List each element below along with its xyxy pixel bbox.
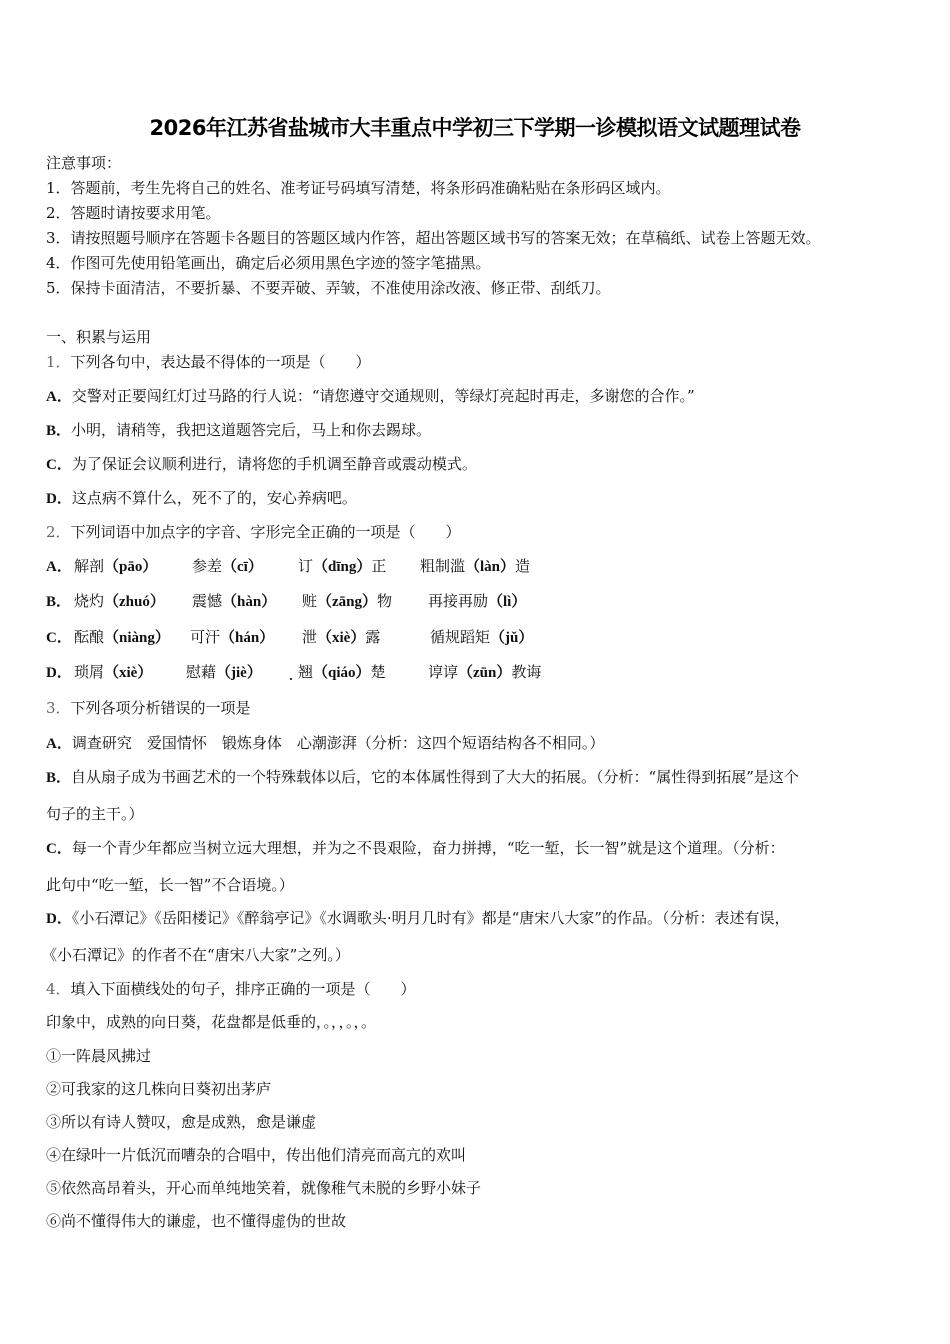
question-4-sentence-3: ③所以有诗人赞叹，愈是成熟，愈是谦虚: [46, 1113, 317, 1131]
word-item: 酝酿（niàng）: [74, 628, 170, 646]
option-label: D．: [46, 911, 72, 927]
question-1-stem: [46, 351, 371, 372]
emphasis-dot: [290, 678, 292, 680]
question-2-stem: [46, 521, 461, 542]
option-label: C．: [46, 457, 72, 473]
option-label: A．: [46, 389, 72, 405]
option-label: C．: [46, 630, 72, 646]
notice-heading: 注意事项：: [46, 154, 122, 172]
question-number: 4．: [46, 980, 71, 998]
word-item: 琐屑（xiè）: [74, 663, 153, 681]
question-3-option-c-cont: 此句中“吃一堑，长一智”不合语境。）: [46, 876, 294, 894]
question-text: 下列各句中，表达最不得体的一项是（ ）: [70, 353, 371, 371]
question-4-sentence-5: ⑤依然高昂着头，开心而单纯地笑着，就像稚气未脱的乡野小妹子: [46, 1179, 482, 1197]
option-text: 小明，请稍等，我把这道题答完后，马上和你去踢球。: [71, 421, 432, 439]
question-4-passage: 印象中，成熟的向日葵，花盘都是低垂的，。，，。，。: [46, 1013, 377, 1031]
question-4-sentence-6: ⑥尚不懂得伟大的谦虚，也不懂得虚伪的世故: [46, 1212, 347, 1230]
word-item: 解剖（pāo）: [74, 557, 158, 575]
question-3-option-b-cont: 句子的主干。）: [46, 805, 144, 823]
question-text: 下列词语中加点字的字音、字形完全正确的一项是（ ）: [70, 523, 461, 541]
option-label: D．: [46, 665, 72, 681]
option-label: C．: [46, 841, 72, 857]
option-label: B．: [46, 770, 72, 786]
option-label: A．: [46, 736, 72, 752]
word-item: 参差（cī）: [192, 557, 263, 575]
option-text: 这点病不算什么，死不了的，安心养病吧。: [71, 489, 357, 507]
notice-item-1: 1．答题前，考生先将自己的姓名、准考证号码填写清楚，将条形码准确粘贴在条形码区域内。: [46, 179, 671, 197]
question-1-option-b: [46, 419, 431, 440]
option-label: D．: [46, 491, 72, 507]
notice-item-2: 2．答题时请按要求用笔。: [46, 204, 221, 222]
question-2-option-d: [46, 661, 906, 683]
option-label: B．: [46, 594, 72, 610]
section-heading: 一、积累与运用: [46, 328, 152, 346]
question-3-option-b: [46, 766, 799, 787]
option-label: B．: [46, 423, 72, 439]
word-item: 泄（xiè）露: [302, 628, 381, 646]
option-text: 调查研究 爱国情怀 锻炼身体 心潮澎湃（分析：这四个短语结构各不相同。）: [71, 734, 605, 752]
question-1-option-a: [46, 385, 695, 406]
page-title: 2026年江苏省盐城市大丰重点中学初三下学期一诊模拟语文试题理试卷: [149, 116, 801, 140]
question-4-sentence-4: ④在绿叶一片低沉而嘈杂的合唱中，传出他们清亮而高亢的欢叫: [46, 1146, 467, 1164]
notice-item-3: 3．请按照题号顺序在答题卡各题目的答题区域内作答，超出答题区域书写的答案无效；在草稿纸、试卷上答题无效。: [46, 229, 821, 247]
notice-item-4: 4．作图可先使用铅笔画出，确定后必须用黑色字迹的签字笔描黑。: [46, 254, 491, 272]
word-item: 翘（qiáo）楚: [298, 663, 386, 681]
question-3-option-d-cont: 《小石潭记》的作者不在“唐宋八大家”之列。）: [42, 946, 350, 964]
word-item: 订（dīng）正: [298, 557, 387, 575]
question-3-option-d: [46, 907, 789, 928]
option-text: 自从扇子成为书画艺术的一个特殊载体以后，它的本体属性得到了大大的拓展。（分析：“属性得到拓展”是这个: [71, 768, 799, 786]
question-number: 3．: [46, 699, 71, 717]
question-2-option-a: [46, 555, 906, 577]
word-item: 谆谆（zūn）教诲: [428, 663, 542, 681]
question-2-option-c: [46, 626, 906, 648]
question-2-option-b: [46, 590, 906, 612]
question-number: 1．: [46, 353, 71, 371]
question-4-sentence-1: ①一阵晨风拂过: [46, 1047, 152, 1065]
word-item: 再接再励（lì）: [428, 592, 527, 610]
question-3-stem: [46, 697, 251, 718]
word-item: 震憾（hàn）: [192, 592, 277, 610]
word-item: 烧灼（zhuó）: [74, 592, 165, 610]
question-3-option-a: [46, 732, 604, 753]
option-label: A．: [46, 559, 72, 575]
question-text: 下列各项分析错误的一项是: [70, 699, 251, 717]
question-3-option-c: [46, 837, 785, 858]
option-text: 《小石潭记》《岳阳楼记》《醉翁亭记》《水调歌头·明月几时有》都是“唐宋八大家”的作品。（分析：表述有误，: [71, 909, 790, 927]
word-item: 可汗（hán）: [190, 628, 275, 646]
word-item: 循规蹈矩（jǔ）: [430, 628, 534, 646]
notice-item-5: 5．保持卡面清洁，不要折暴、不要弄破、弄皱，不准使用涂改液、修正带、刮纸刀。: [46, 279, 611, 297]
word-item: 慰藉（jiè）: [186, 663, 262, 681]
word-item: 赃（zāng）物: [302, 592, 393, 610]
question-4-stem: [46, 978, 416, 999]
question-1-option-c: [46, 453, 477, 474]
question-1-option-d: [46, 487, 357, 508]
word-item: 粗制滥（làn）造: [420, 557, 531, 575]
option-text: 每一个青少年都应当树立远大理想，并为之不畏艰险，奋力拼搏，“吃一堑，长一智”就是这个道理。（分析：: [71, 839, 785, 857]
question-number: 2．: [46, 523, 71, 541]
question-4-sentence-2: ②可我家的这几株向日葵初出茅庐: [46, 1080, 272, 1098]
question-text: 填入下面横线处的句子，排序正确的一项是（ ）: [70, 980, 416, 998]
option-text: 为了保证会议顺利进行，请将您的手机调至静音或震动模式。: [71, 455, 477, 473]
option-text: 交警对正要闯红灯过马路的行人说：“请您遵守交通规则，等绿灯亮起时再走，多谢您的合作。”: [71, 387, 695, 405]
